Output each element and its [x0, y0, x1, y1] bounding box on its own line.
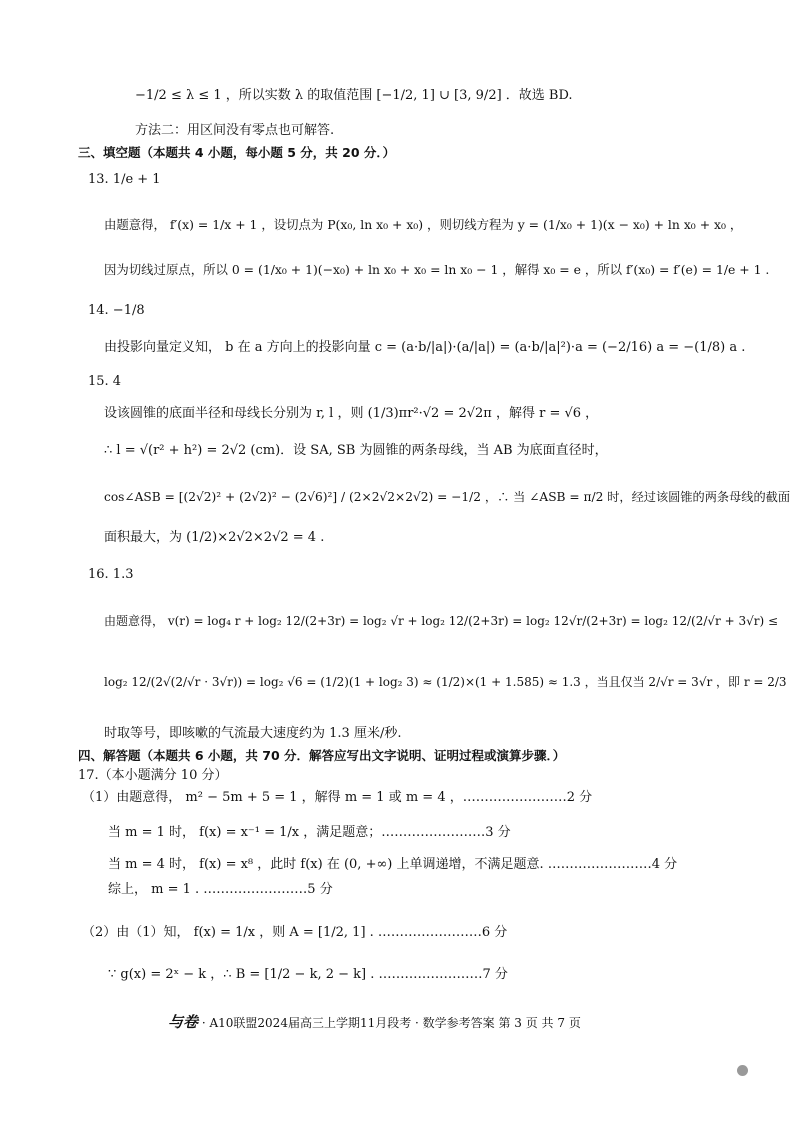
q13-line-2: 因为切线过原点，所以 0 = (1/x₀ + 1)(−x₀) + ln x₀ + x₀ = ln x₀ − 1 ，解得 x₀ = e ，所以 f′(x₀) = f′(e) = 1/e + 1 . [104, 262, 770, 277]
q17-part1-line-1: （1）由题意得， m² − 5m + 5 = 1 ，解得 m = 1 或 m = 4 ，……………………2 分 [82, 790, 593, 805]
q17-part1-line-2: 当 m = 1 时， f(x) = x⁻¹ = 1/x ，满足题意；……………………3 分 [108, 825, 511, 840]
section-heading-solutions: 四、解答题（本题共 6 小题，共 70 分．解答应写出文字说明、证明过程或演算步骤．） [78, 748, 566, 763]
page-footer [168, 1011, 581, 1032]
text-line-range: −1/2 ≤ λ ≤ 1 ，所以实数 λ 的取值范围 [−1/2, 1] ∪ [3, 9/2] ．故选 BD. [135, 88, 573, 103]
q15-line-3: cos∠ASB = [(2√2)² + (2√2)² − (2√6)²] / (2×2√2×2√2) = −1/2 ，∴ 当 ∠ASB = π/2 时，经过该圆锥的两条母线的截面 [104, 490, 791, 504]
q17-part2-line-2: ∵ g(x) = 2ˣ − k ，∴ B = [1/2 − k, 2 − k] . ……………………7 分 [108, 967, 508, 982]
q14-answer: 14. −1/8 [88, 303, 145, 318]
q16-answer: 16. 1.3 [88, 567, 134, 582]
q14-line-1: 由投影向量定义知， b 在 a 方向上的投影向量 c = (a·b/|a|)·(a/|a|) = (a·b/|a|²)·a = (−2/16) a = −(1/8) a . [104, 340, 746, 355]
q15-answer: 15. 4 [88, 374, 122, 389]
q17-part1-line-4: 综上， m = 1 . ……………………5 分 [108, 882, 333, 897]
q15-line-4: 面积最大，为 (1/2)×2√2×2√2 = 4 . [104, 530, 325, 545]
q15-line-1: 设该圆锥的底面半径和母线长分别为 r, l ，则 (1/3)πr²·√2 = 2√2π ，解得 r = √6 ， [104, 406, 599, 421]
footer-text: · A10联盟2024届高三上学期11月段考 · 数学参考答案 第 3 页 共 7 页 [201, 1016, 581, 1030]
q17-part1-line-3: 当 m = 4 时， f(x) = x⁸ ，此时 f(x) 在 (0, +∞) 上单调递增，不满足题意. ……………………4 分 [108, 857, 678, 872]
q17-heading: 17.（本小题满分 10 分） [78, 768, 228, 783]
q16-line-3: 时取等号，即咳嗽的气流最大速度约为 1.3 厘米/秒. [104, 726, 402, 741]
q13-line-1: 由题意得， f′(x) = 1/x + 1 ，设切点为 P(x₀, ln x₀ + x₀) ，则切线方程为 y = (1/x₀ + 1)(x − x₀) + ln x₀ + x₀ ， [104, 217, 743, 232]
brand-logo: 与卷 [168, 1013, 199, 1031]
q15-line-2: ∴ l = √(r² + h²) = 2√2 (cm)．设 SA, SB 为圆锥的两条母线，当 AB 为底面直径时， [104, 443, 608, 458]
q16-line-1: 由题意得， v(r) = log₄ r + log₂ 12/(2+3r) = log₂ √r + log₂ 12/(2+3r) = log₂ 12√r/(2+3r) = log₂ 12/(2/√r + 3√r) ≤ [104, 614, 779, 628]
section-heading-fill-in: 三、填空题（本题共 4 小题，每小题 5 分，共 20 分．） [78, 145, 396, 160]
page-indicator-dot[interactable] [737, 1065, 748, 1076]
q16-line-2: log₂ 12/(2√(2/√r · 3√r)) = log₂ √6 = (1/2)(1 + log₂ 3) ≈ (1/2)×(1 + 1.585) ≈ 1.3 ，当且仅当 2/√r = 3√r ，即 r = 2/3 [104, 675, 787, 689]
q13-answer: 13. 1/e + 1 [88, 172, 161, 187]
text-line-method-two: 方法二：用区间没有零点也可解答. [135, 123, 335, 138]
q17-part2-line-1: （2）由（1）知， f(x) = 1/x ，则 A = [1/2, 1] . ……………………6 分 [82, 925, 508, 940]
